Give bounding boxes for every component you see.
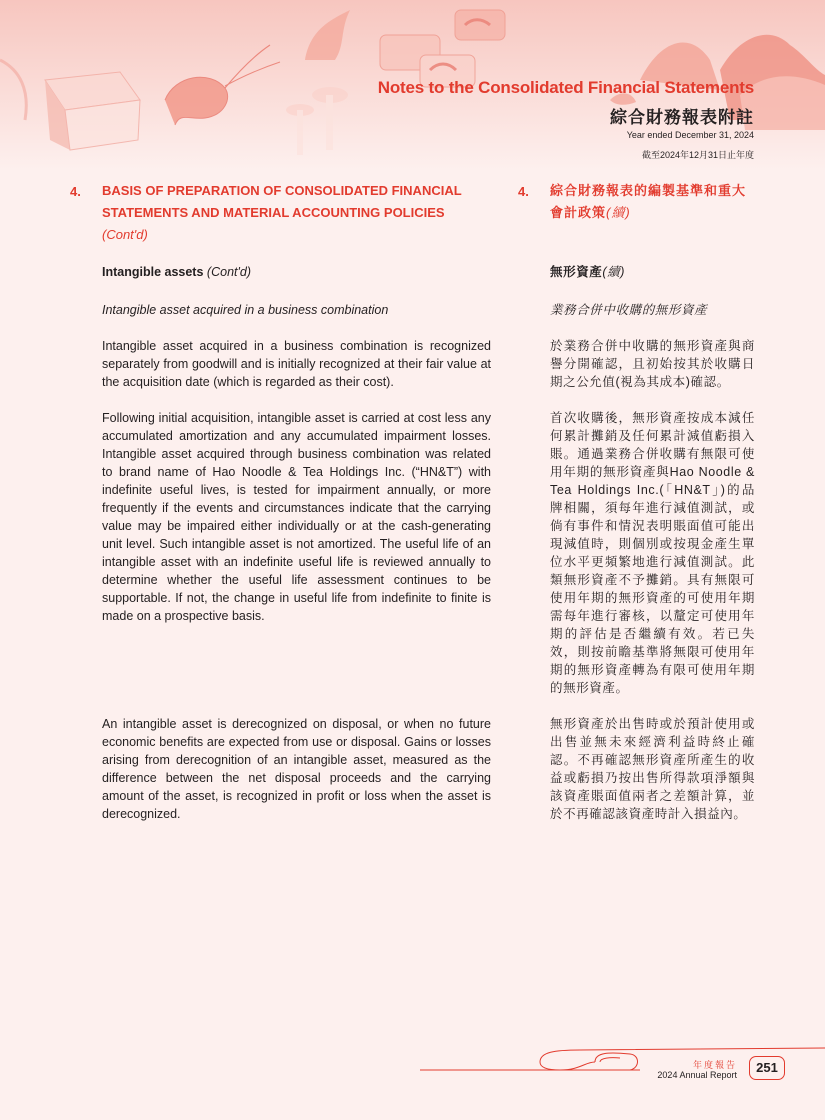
page-title: Notes to the Consolidated Financial Statements [377,78,754,97]
year-ended-label: Year ended December 31, 2024 [626,130,754,140]
subsection-heading-zh-cont: (續) [602,265,626,279]
page-number: 251 [749,1056,785,1080]
subheading-zh: 業務合併中收購的無形資產 [550,303,708,317]
section-title-cont: (Cont'd) [102,227,148,242]
section-title [102,180,502,246]
section-title-line-2: STATEMENTS AND MATERIAL ACCOUNTING POLICIES [102,205,445,220]
section-number-zh: 4. [518,184,529,199]
paragraph-2-zh: 首次收購後，無形資產按成本減任何累計攤銷及任何累計減值虧損入賬。通過業務合併收購有無限可使用年期的無形資產與Hao Noodle & Tea Holdings Inc.(「HN&T」)的品牌相關，須每年進行減值測試，或倘有事件和情況表明賬面值可能出現減值時，則個別或按現金產生單位水平更頻繁地進行減值測試。此類無形資產不予攤銷。具有無限可使用年期的無形資產的可使用年期需每年進行審核，以釐定可使用年期的評估是否繼續有效。若已失效，則按前瞻基準將無限可使用年期的無形資產轉為有限可使用年期的無形資產。 [550,411,755,695]
annual-report-label-zh: 年度報告 [692,1060,737,1070]
paragraph-1-zh: 於業務合併中收購的無形資產與商譽分開確認，且初始按其於收購日期之公允值(視為其成本)確認。 [550,339,755,389]
section-title-line-1: BASIS OF PREPARATION OF CONSOLIDATED FINANCIAL [102,183,462,198]
section-title-zh-line-2: 會計政策 [550,205,607,220]
year-ended-label-zh: 截至2024年12月31日止年度 [641,150,754,160]
paragraph-2: Following initial acquisition, intangible asset is carried at cost less any accumulated amortization and any accumulated impairment losses. Intangible asset acquired through business combination was related to brand name of Hao Noodle & Tea Holdings Inc. (“HN&T”) with indefinite useful lives, is tested for impairment annually, or more frequently if the events and circumstances indicate that the carrying value may be impaired either individually or at the cash-generating unit level. Such intangible asset is not amortized. The useful life of an intangible asset with an indefinite useful life is reviewed annually to determine whether the useful life assessment continues to be supportable. If not, the change in useful life from indefinite to finite is made on a prospective basis. [102,411,491,623]
paragraph-1: Intangible asset acquired in a business combination is recognized separately from goodwill and is initially recognized at their fair value at the acquisition date (which is regarded as their cost). [102,339,491,389]
paragraph-3: An intangible asset is derecognized on disposal, or when no future economic benefits are expected from use or disposal. Gains or losses arising from derecognition of an intangible asset, measured as the difference between the net disposal proceeds and the carrying amount of the asset, is recognized in profit or loss when the asset is derecognized. [102,717,491,821]
section-title-zh-cont: (續) [606,205,631,220]
subheading: Intangible asset acquired in a business combination [102,303,389,317]
subsection-heading [102,263,491,281]
section-title-zh-line-1: 綜合財務報表的編製基準和重大 [550,183,747,198]
section-number: 4. [70,184,81,199]
paragraph-3-zh: 無形資產於出售時或於預計使用或出售並無未來經濟利益時終止確認。不再確認無形資產所產生的收益或虧損乃按出售所得款項淨額與該資產賬面值兩者之差額計算，並於不再確認該資產時計入損益內。 [550,717,755,821]
annual-report-label: 2024 Annual Report [657,1070,737,1080]
subsection-heading-zh [550,263,755,281]
subsection-heading-cont: (Cont'd) [206,265,251,279]
tofu-illustration [45,72,140,150]
section-title-zh [550,180,770,224]
subsection-heading-zh-text: 無形資產 [550,265,603,279]
subsection-heading-text: Intangible assets [102,265,204,279]
page-title-zh: 綜合財務報表附註 [610,108,754,127]
